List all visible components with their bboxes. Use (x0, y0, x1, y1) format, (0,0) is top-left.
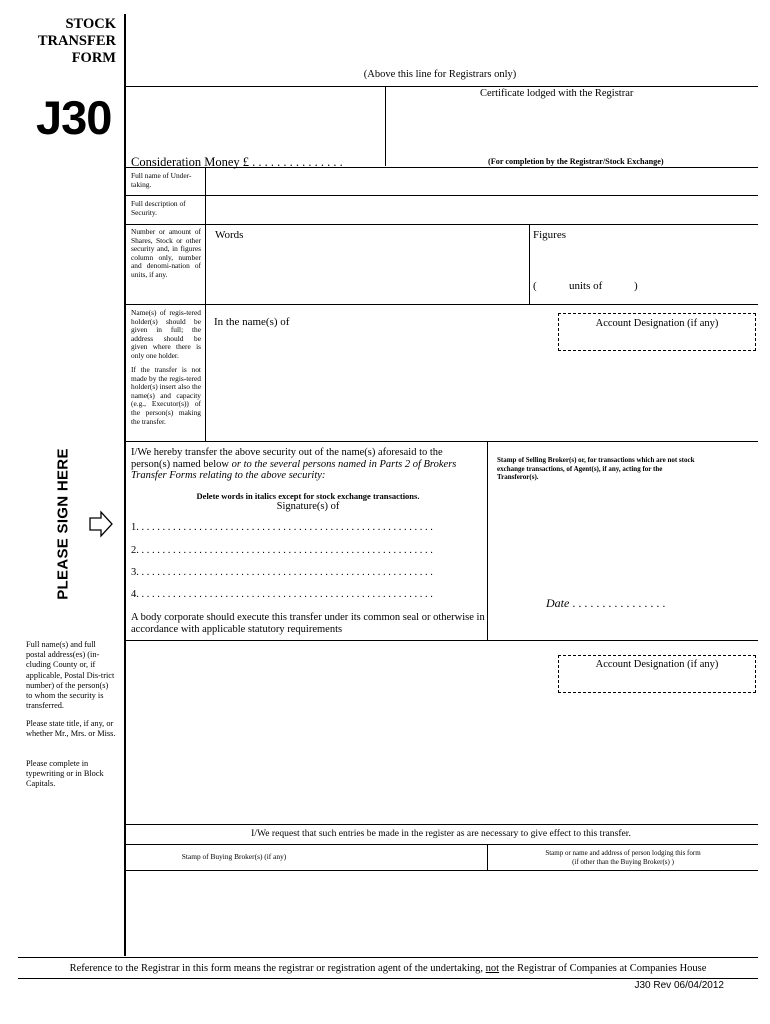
units-open-paren: ( (533, 280, 537, 292)
undertaking-label: Full name of Under-taking. (131, 171, 192, 189)
words-field[interactable] (206, 243, 526, 301)
reference-text-2: the Registrar of Companies at Companies House (501, 963, 707, 974)
signature-line-4[interactable]: 4. . . . . . . . . . . . . . . . . . . . . . . . . . . . . . . . . . . . . . . . . . . . . . . . . . . . . . . . . (131, 589, 433, 600)
transferee-field[interactable] (131, 648, 551, 816)
top-rule (124, 86, 758, 87)
words-label: Words (215, 229, 244, 241)
registrar-completion-note: (For completion by the Registrar/Stock Exchange) (488, 157, 664, 166)
figures-label: Figures (533, 229, 566, 241)
form-title-line-1: STOCK (65, 16, 116, 32)
form-code: J30 (36, 91, 112, 144)
signature-line-2[interactable]: 2. . . . . . . . . . . . . . . . . . . . . . . . . . . . . . . . . . . . . . . . . . . . . . . . . . . . . . . . . (131, 545, 433, 556)
undertaking-field[interactable] (206, 168, 758, 194)
transfer-declaration-italic: or to the several persons named in Parts 2 of Brokers Transfer Forms relating to the above security: (131, 458, 457, 481)
account-designation-box-2[interactable] (558, 655, 756, 693)
stamp-divider (487, 441, 488, 640)
request-rule (124, 844, 758, 845)
registered-holders-label: Name(s) of regis-tered holder(s) should be given in full; the address should be given where there is only one holder. (131, 308, 201, 360)
transferee-label-3: Please complete in typewriting or in Block Capitals. (26, 759, 104, 789)
in-names-of-label: In the name(s) of (214, 316, 290, 328)
account-designation-box-1[interactable] (558, 313, 756, 351)
figures-divider (529, 224, 530, 304)
selling-broker-stamp-label: Stamp of Selling Broker(s) or, for transactions which are not stock exchange transactions, of Agent(s), if any, acting for the Transferor(s). (497, 456, 695, 481)
reference-not: not (485, 963, 500, 974)
transfer-declaration-text: I/We hereby transfer the above security out of the name(s) aforesaid to the person(s) named below (131, 447, 443, 470)
lodging-stamp-line-1: Stamp or name and address of person lodging this form (545, 849, 701, 857)
transferor-capacity-label: If the transfer is not made by the regis-tered holder(s) insert also the name(s) and capacity (e.g., Executor(s)) of the person(s) making the transfer. (131, 365, 201, 426)
form-title (30, 16, 116, 67)
delete-words-note: Delete words in italics except for stock exchange transactions. (196, 491, 420, 501)
security-label: Full description of Security. (131, 199, 186, 217)
security-field[interactable] (206, 196, 758, 223)
transferee-rule (124, 824, 758, 825)
stamp-labels-rule (124, 870, 758, 871)
signature-line-3[interactable]: 3. . . . . . . . . . . . . . . . . . . . . . . . . . . . . . . . . . . . . . . . . . . . . . . . . . . . . . . . . (131, 567, 433, 578)
left-border (124, 14, 126, 956)
number-rule (124, 304, 758, 305)
reference-text-1: Reference to the Registrar in this form means the registrar or registration agent of the undertaking, (69, 963, 484, 974)
lodging-stamp-area[interactable] (490, 874, 756, 952)
signature-rule (124, 640, 758, 641)
form-title-line-3: FORM (71, 50, 116, 66)
certificate-divider (385, 86, 386, 166)
date-label: Date (546, 596, 570, 610)
buying-broker-stamp-area[interactable] (128, 874, 484, 952)
holders-field[interactable] (214, 332, 544, 436)
units-of-label: units of (569, 280, 603, 292)
transfer-declaration (131, 447, 483, 482)
units-close-paren: ) (634, 280, 638, 292)
transferee-label-1: Full name(s) and full postal address(es) (in-cluding County or, if applicable, Postal Dis-trict number) of the person(s) to whom the security is transferred. (26, 640, 115, 711)
arrow-right-icon (88, 510, 114, 538)
holders-rule (124, 441, 758, 442)
date-dots: . . . . . . . . . . . . . . . . (572, 596, 666, 610)
signature-line-1[interactable]: 1. . . . . . . . . . . . . . . . . . . . . . . . . . . . . . . . . . . . . . . . . . . . . . . . . . . . . . . . . (131, 522, 433, 533)
footer-bottom-rule (18, 978, 758, 979)
date-field[interactable] (546, 596, 665, 611)
number-amount-label: Number or amount of Shares, Stock or other security and, in figures column only, number and denomi-nation of units, if any. (131, 227, 201, 279)
register-request: I/We request that such entries be made in the register as are necessary to give effect to this transfer. (251, 828, 631, 839)
certificate-lodged-label: Certificate lodged with the Registrar (480, 88, 634, 99)
account-designation-label-2: Account Designation (if any) (595, 659, 719, 670)
please-sign-here: PLEASE SIGN HERE (54, 448, 72, 600)
security-rule (124, 224, 758, 225)
registrar-reference-note (18, 963, 758, 974)
lodging-stamp-label (488, 849, 758, 866)
lodging-stamp-line-2: (if other than the Buying Broker(s) ) (572, 857, 674, 866)
buying-broker-stamp-label: Stamp of Buying Broker(s) (if any) (181, 852, 287, 861)
selling-broker-stamp-area[interactable] (490, 486, 756, 586)
account-designation-label-1: Account Designation (if any) (595, 318, 719, 329)
form-title-line-2: TRANSFER (37, 33, 116, 49)
body-corporate-note: A body corporate should execute this transfer under its common seal or otherwise in accordance with applicable statutory requirements (131, 612, 485, 635)
signatures-of-label: Signature(s) of (276, 501, 340, 512)
figures-field[interactable] (531, 243, 755, 277)
revision-code: J30 Rev 06/04/2012 (634, 980, 724, 991)
transferee-label-2: Please state title, if any, or whether Mr., Mrs. or Miss. (26, 719, 116, 739)
footer-top-rule (18, 957, 758, 958)
consideration-money[interactable]: Consideration Money £ . . . . . . . . . . . . . . . (131, 155, 343, 169)
registrar-only-note: (Above this line for Registrars only) (363, 69, 517, 80)
